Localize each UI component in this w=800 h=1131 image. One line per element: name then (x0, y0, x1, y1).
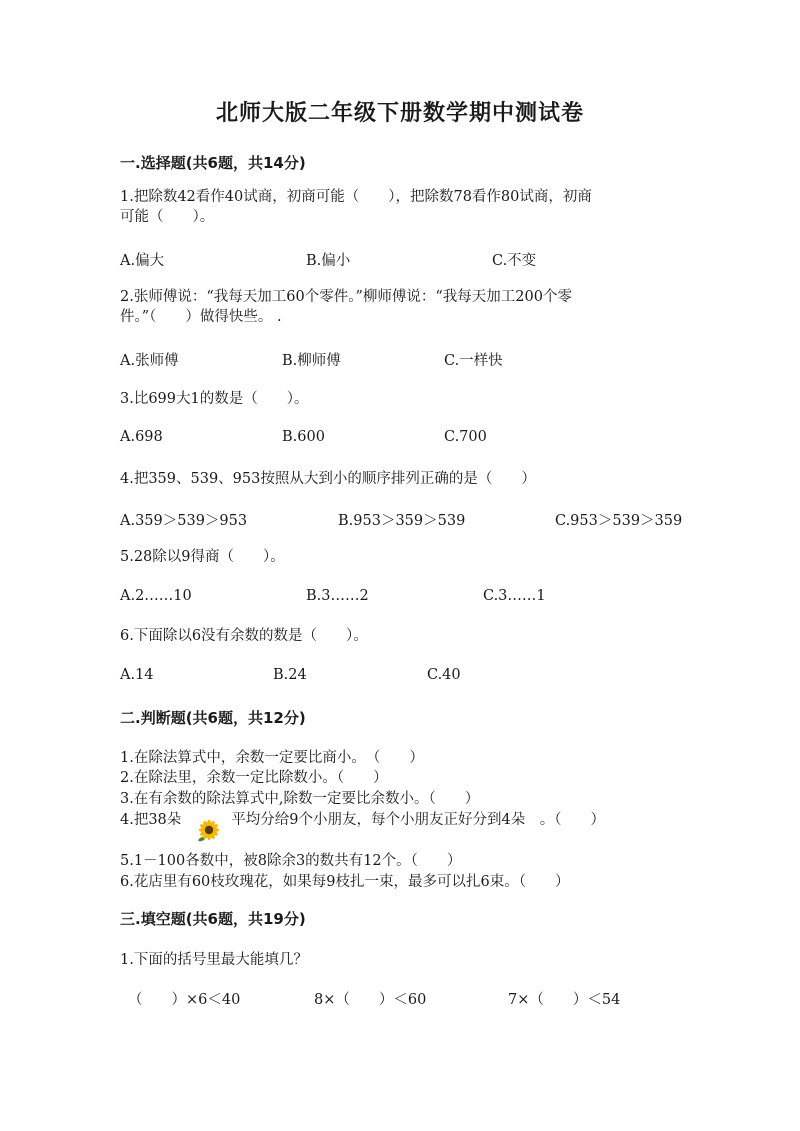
judge-question-4 (120, 808, 605, 829)
fill-question-1: 1.下面的括号里最大能填几？ (120, 952, 308, 968)
option-a: A.2……10 (120, 588, 192, 604)
option-a: A.14 (120, 667, 154, 683)
question-text: 件。”（ ）做得快些。 . (120, 309, 282, 325)
choice-question-1 (120, 187, 690, 227)
choice-question-2 (120, 287, 690, 327)
option-c: C.一样快 (444, 353, 503, 369)
question-text: 4.把38朵 (120, 812, 182, 828)
option-b: B.偏小 (306, 253, 351, 269)
choice-question-3 (120, 389, 690, 409)
question-text: 2.张师傅说：“我每天加工60个零件。”柳师傅说：“我每天加工200个零 (120, 289, 572, 305)
option-a: A.698 (120, 429, 163, 445)
option-b: B.柳师傅 (282, 353, 341, 369)
judge-question-6: 6.花店里有60枝玫瑰花，如果每9枝扎一束，最多可以扎6束。（ ） (120, 874, 570, 890)
option-b: B.953＞359＞539 (338, 513, 466, 529)
question-text: 6.下面除以6没有余数的数是（ ）。 (120, 628, 368, 644)
judge-question-2: 2.在除法里，余数一定比除数小。（ ） (120, 770, 388, 786)
question-text: 5.28除以9得商（ ）。 (120, 549, 285, 565)
fill-expression: 8×（ ）＜60 (314, 992, 427, 1008)
option-a: A.偏大 (120, 253, 165, 269)
question-text: 1.把除数42看作40试商，初商可能（ ），把除数78看作80试商，初商 (120, 189, 592, 205)
option-c: C.3……1 (483, 588, 546, 604)
section-heading-fill: 三.填空题(共6题，共19分) (120, 910, 306, 928)
option-b: B.600 (282, 429, 325, 445)
option-a: A.359＞539＞953 (120, 513, 248, 529)
option-b: B.3……2 (306, 588, 369, 604)
choice-question-4 (120, 469, 690, 489)
question-text: 3.比699大1的数是（ ）。 (120, 391, 309, 407)
option-a: A.张师傅 (120, 353, 179, 369)
judge-question-1: 1.在除法算式中，余数一定要比商小。 （ ） (120, 750, 424, 766)
choice-question-6 (120, 626, 690, 646)
judge-question-5: 5.1－100各数中，被8除余3的数共有12个。（ ） (120, 853, 462, 869)
option-b: B.24 (273, 667, 307, 683)
page-title: 北师大版二年级下册数学期中测试卷 (215, 101, 584, 126)
section-heading-choice: 一.选择题(共6题，共14分) (120, 154, 306, 172)
option-c: C.700 (444, 429, 487, 445)
question-text: 4.把359、539、953按照从大到小的顺序排列正确的是（ ） (120, 471, 536, 487)
question-text: 可能（ ）。 (120, 209, 215, 225)
fill-expression: 7×（ ）＜54 (508, 992, 621, 1008)
option-c: C.不变 (492, 253, 537, 269)
judge-question-3: 3.在有余数的除法算式中,除数一定要比余数小。（ ） (120, 791, 480, 807)
choice-question-5 (120, 547, 690, 567)
option-c: C.953＞539＞359 (555, 513, 683, 529)
fill-expression: （ ）×6＜40 (128, 992, 241, 1008)
option-c: C.40 (427, 667, 461, 683)
sunflower-icon (196, 818, 222, 844)
question-text: 平均分给9个小朋友，每个小朋友正好分到4朵 。（ ） (231, 812, 605, 828)
section-heading-judge: 二.判断题(共6题，共12分) (120, 709, 306, 727)
